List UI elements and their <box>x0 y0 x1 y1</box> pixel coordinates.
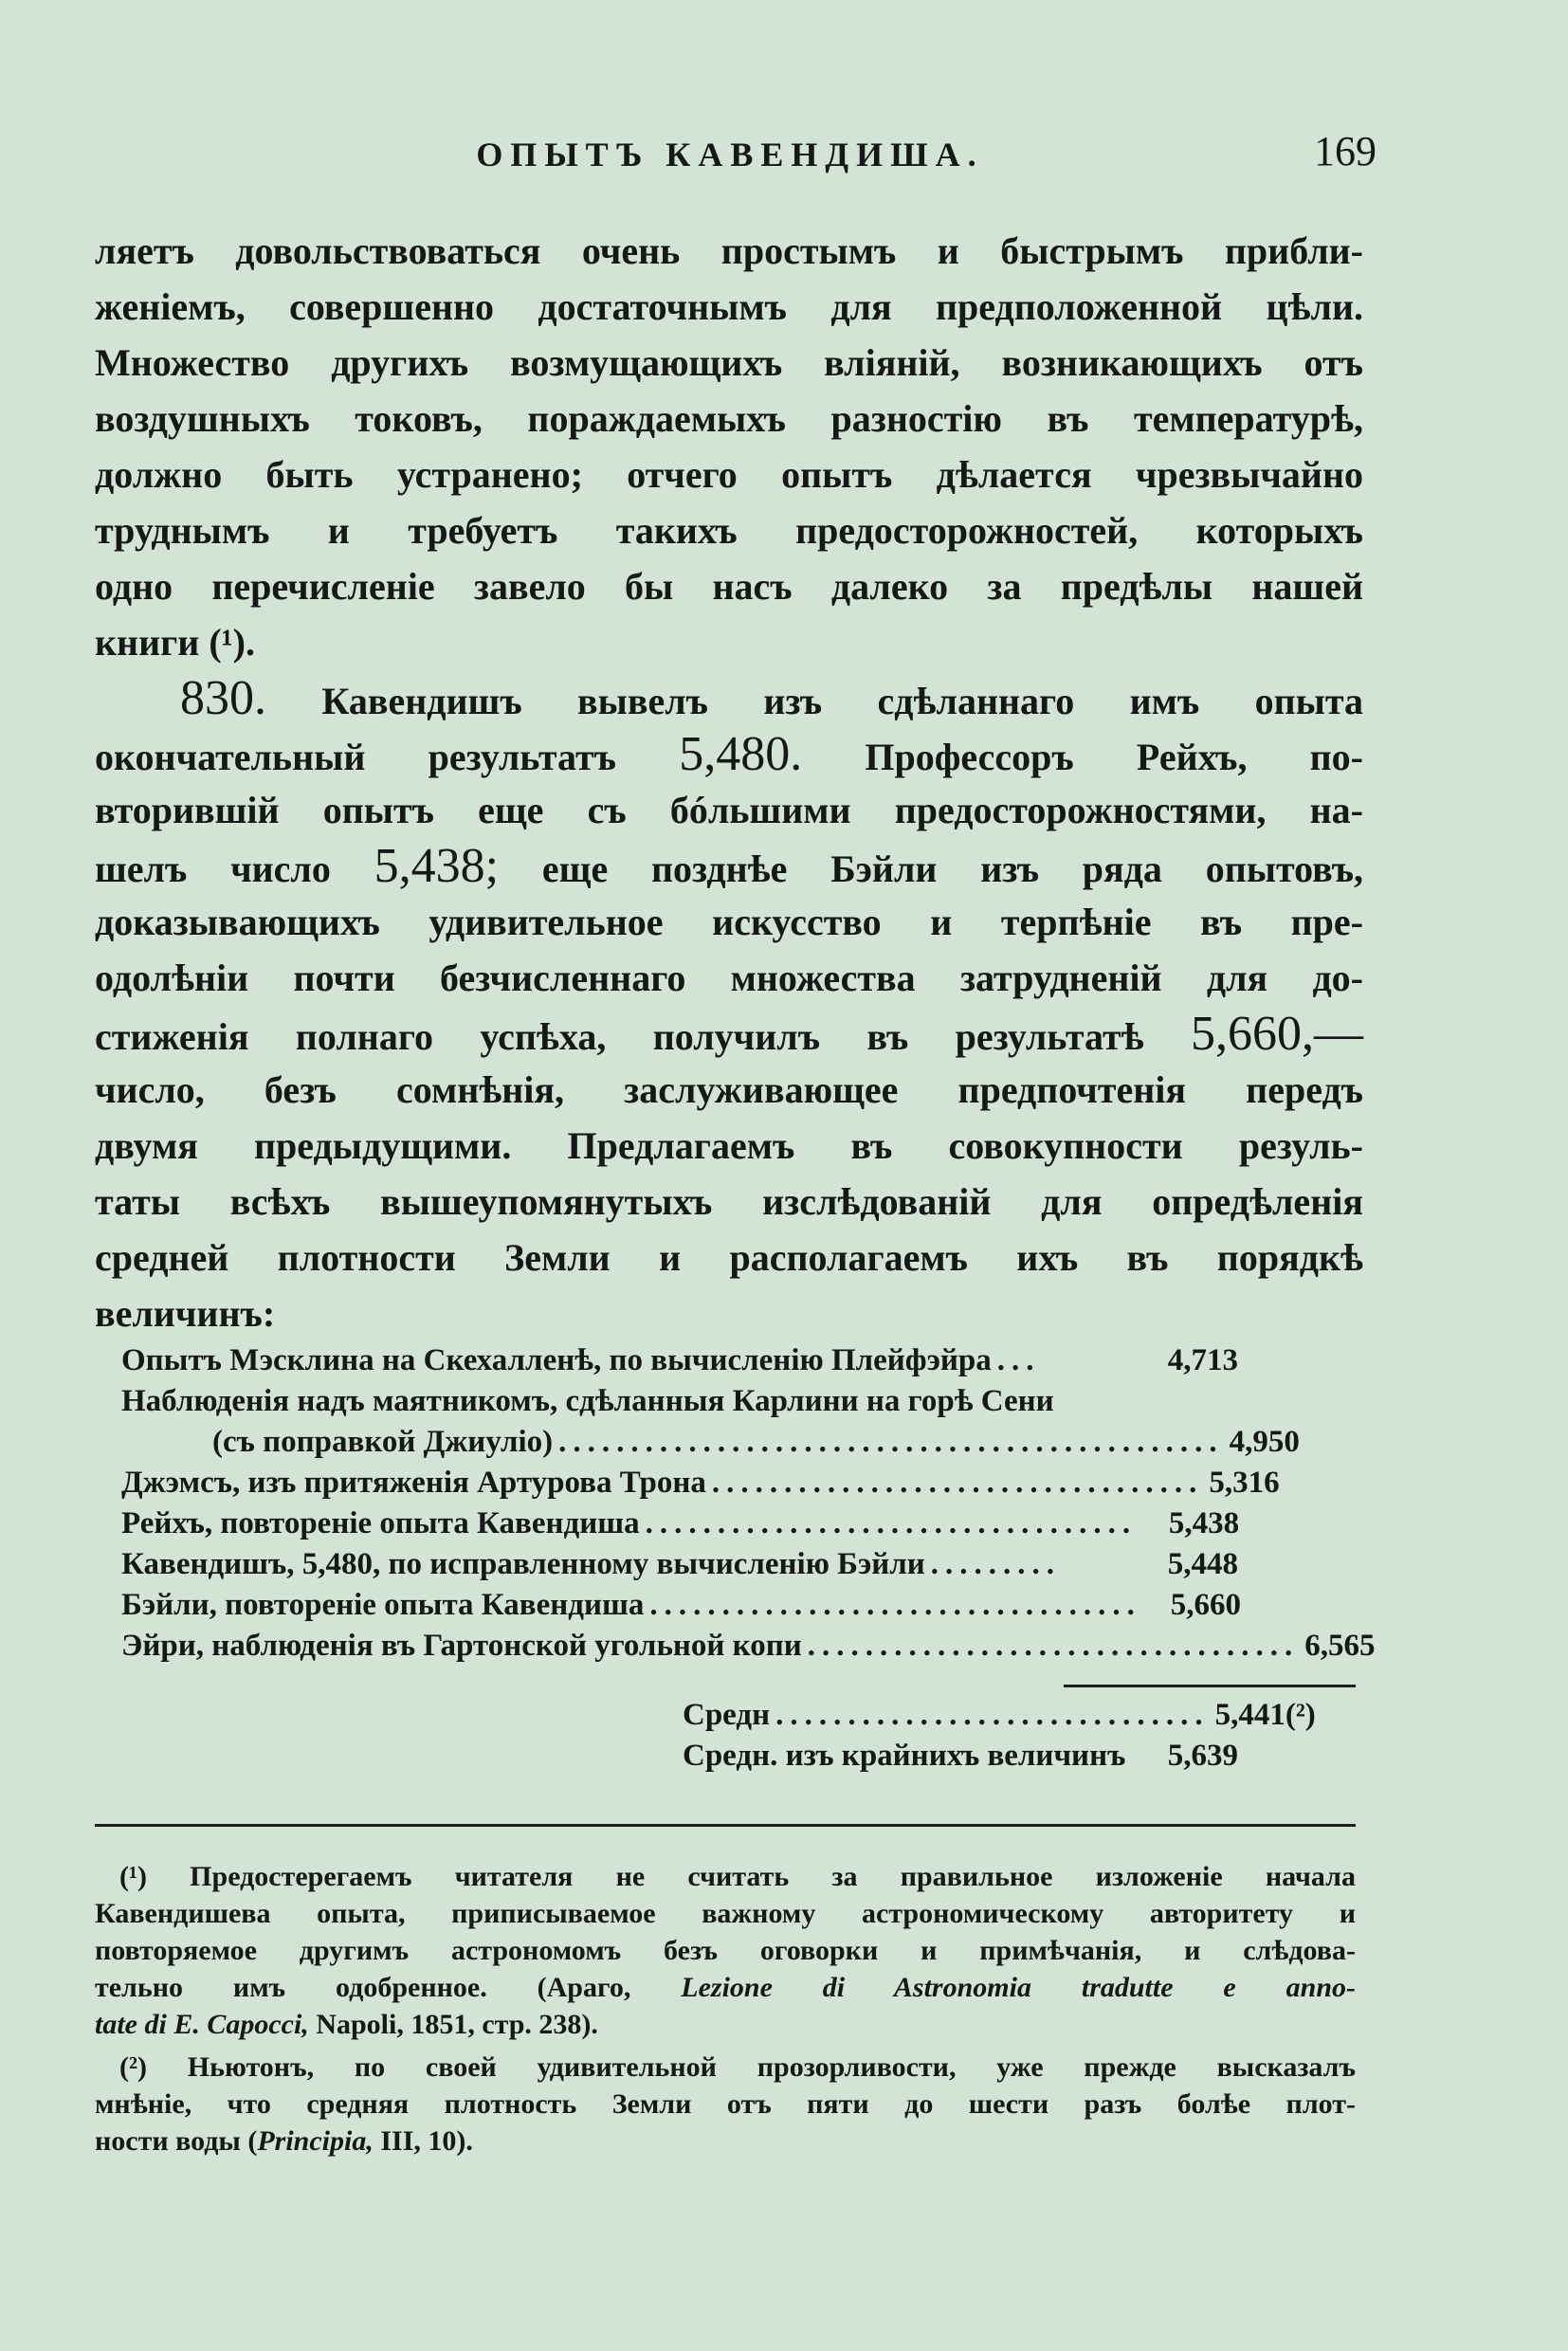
mean-extreme-row: Средн. изъ крайнихъ величинъ 5,639 <box>683 1739 1238 1773</box>
table-row: Бэйли, повтореніе опыта Кавендиша .................................. 5,660 <box>121 1588 1241 1622</box>
value-number: 5,480. <box>679 727 803 781</box>
table-row: Эйри, наблюденія въ Гартонской угольной копи .................................. 6,565 <box>121 1629 1376 1663</box>
text-line: женіемъ, совершенно достаточнымъ для предположенной цѣли. <box>95 285 1363 328</box>
value-number: 5,438; <box>374 839 500 893</box>
text-line: книги (¹). <box>95 621 255 664</box>
footnote-line: тельно имъ одобренное. (Араго, Lezione di Astronomia tradutte e anno- <box>95 1972 1357 2003</box>
table-row: Наблюденія надъ маятникомъ, сдѣланныя Карлини на горѣ Сени <box>121 1384 1054 1418</box>
text-line: окончательный результатъ 5,480. Профессоръ Рейхъ, по- <box>95 727 1364 781</box>
mean-row: Средн .............................. 5,441 (²) <box>121 1695 1297 1736</box>
table-row: Рейхъ, повтореніе опыта Кавендиша .................................. 5,438 <box>121 1506 1240 1540</box>
text-line: доказывающихъ удивительное искусство и терпѣніе въ пре- <box>95 901 1363 943</box>
text-line: труднымъ и требуетъ такихъ предосторожностей, которыхъ <box>95 509 1363 552</box>
footnote-rule <box>95 1824 1356 1827</box>
footnote-line: (¹) Предостерегаемъ читателя не считать за правильное изложеніе начала <box>119 1861 1356 1892</box>
table-row: (съ поправкой Джиуліо) .............................................. 4,950 <box>212 1425 1300 1459</box>
footnote-line: tate di E. Capocci, Napoli, 1851, стр. 238). <box>95 2009 598 2040</box>
footnote-line: мнѣніе, что средняя плотность Земли отъ пяти до шести разъ болѣе плот- <box>95 2088 1356 2120</box>
running-head: ОПЫТЪ КАВЕНДИША. <box>476 136 984 173</box>
table-row: Джэмсъ, изъ притяженія Артурова Трона .................................. 5,316 <box>121 1466 1280 1500</box>
sum-rule <box>1064 1685 1356 1687</box>
text-line: Множество другихъ возмущающихъ вліяній, возникающихъ отъ <box>95 341 1363 384</box>
text-line: шелъ число 5,438; еще позднѣе Бэйли изъ ряда опытовъ, <box>95 839 1364 893</box>
text-line: стиженія полнаго успѣха, получилъ въ результатѣ 5,660,— <box>95 1007 1363 1061</box>
text-line: таты всѣхъ вышеупомянутыхъ изслѣдованій для опредѣленія <box>95 1180 1363 1223</box>
table-row: Опытъ Мэсклина на Скехалленѣ, по вычисленію Плейфэйра ... 4,713 <box>121 1343 1238 1377</box>
main-text <box>95 223 1363 1341</box>
footnote-line: ности воды (Principia, III, 10). <box>95 2125 473 2157</box>
paragraph-number: 830. <box>180 671 266 725</box>
mean-values <box>121 1695 1316 1777</box>
value-number: 5,660,— <box>1191 1007 1363 1061</box>
footnotes <box>95 1858 1356 2160</box>
text-line: воздушныхъ токовъ, пораждаемыхъ разностію въ температурѣ, <box>95 397 1363 440</box>
footnote-line: (²) Ньютонъ, по своей удивительной прозорливости, уже прежде высказалъ <box>119 2051 1356 2083</box>
text-line: вторившій опытъ еще съ бóльшими предосторожностями, на- <box>95 789 1363 831</box>
text-line: число, безъ сомнѣнія, заслуживающее предпочтенія передъ <box>95 1068 1363 1111</box>
page-number: 169 <box>1314 128 1377 174</box>
density-results-table <box>121 1340 1376 1667</box>
text-line: одолѣніи почти безчисленнаго множества затрудненій для до- <box>95 957 1363 999</box>
paragraph-830-line: 830. Кавендишъ вывелъ изъ сдѣланнаго имъ опыта <box>180 671 1363 725</box>
text-line: ляетъ довольствоваться очень простымъ и быстрымъ прибли- <box>95 229 1363 272</box>
text-line: одно перечисленіе завело бы насъ далеко за предѣлы нашей <box>95 565 1363 608</box>
text-line: должно быть устранено; отчего опытъ дѣлается чрезвычайно <box>95 453 1363 496</box>
text-line: величинъ: <box>95 1292 276 1335</box>
footnote-ref: (²) <box>1285 1698 1316 1732</box>
footnote-line: повторяемое другимъ астрономомъ безъ оговорки и примѣчанія, и слѣдова- <box>95 1935 1356 1966</box>
text-line: средней плотности Земли и располагаемъ ихъ въ порядкѣ <box>95 1236 1363 1279</box>
table-row: Кавендишъ, 5,480, по исправленному вычисленію Бэйли ......... 5,448 <box>121 1547 1238 1581</box>
footnote-line: Кавендишева опыта, приписываемое важному астрономическому авторитету и <box>95 1898 1356 1929</box>
text-line: двумя предыдущими. Предлагаемъ въ совокупности резуль- <box>95 1124 1363 1167</box>
